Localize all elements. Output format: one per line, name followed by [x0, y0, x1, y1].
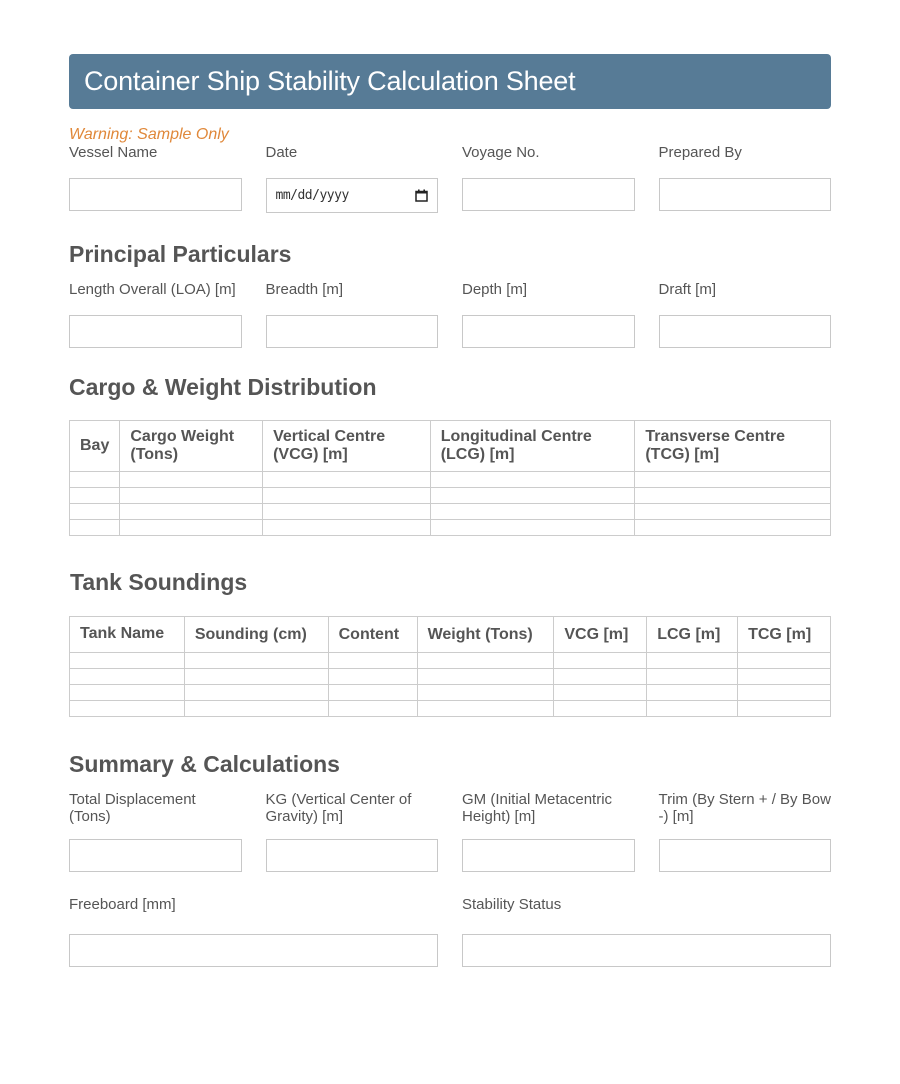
- depth-input[interactable]: [462, 315, 635, 348]
- date-input[interactable]: [266, 178, 439, 213]
- table-cell[interactable]: [430, 488, 635, 504]
- table-cell[interactable]: [184, 685, 328, 701]
- table-cell[interactable]: [184, 669, 328, 685]
- freeboard-field: [69, 896, 438, 967]
- column-header-cargo-weight: Cargo Weight (Tons): [120, 421, 263, 472]
- table-cell[interactable]: [263, 472, 431, 488]
- column-header-content: Content: [328, 617, 417, 653]
- table-cell[interactable]: [738, 653, 831, 669]
- table-row: [70, 504, 831, 520]
- column-header-weight: Weight (Tons): [417, 617, 554, 653]
- summary-row-1: [69, 791, 831, 872]
- table-cell[interactable]: [738, 669, 831, 685]
- column-header-bay: Bay: [70, 421, 120, 472]
- depth-label: Depth [m]: [462, 281, 528, 298]
- table-cell[interactable]: [184, 653, 328, 669]
- total-displacement-label: Total Displacement (Tons): [69, 791, 196, 825]
- table-cell[interactable]: [635, 504, 831, 520]
- table-cell[interactable]: [430, 504, 635, 520]
- table-row: [70, 488, 831, 504]
- table-cell[interactable]: [120, 488, 263, 504]
- total-displacement-field: [69, 791, 242, 872]
- table-cell[interactable]: [430, 520, 635, 536]
- summary-row-2: [69, 896, 831, 967]
- table-cell[interactable]: [430, 472, 635, 488]
- table-cell[interactable]: [70, 472, 120, 488]
- stability-status-label: Stability Status: [462, 896, 562, 913]
- table-cell[interactable]: [647, 669, 738, 685]
- total-displacement-input[interactable]: [69, 839, 242, 872]
- table-cell[interactable]: [70, 669, 185, 685]
- freeboard-label: Freeboard [mm]: [69, 896, 176, 913]
- stability-status-input[interactable]: [462, 934, 831, 967]
- table-cell[interactable]: [417, 701, 554, 717]
- column-header-sounding: Sounding (cm): [184, 617, 328, 653]
- table-cell[interactable]: [328, 701, 417, 717]
- column-header-vcg: VCG [m]: [554, 617, 647, 653]
- prepared-by-label: Prepared By: [658, 144, 742, 161]
- calculation-sheet: [69, 54, 831, 967]
- column-header-lcg: LCG [m]: [647, 617, 738, 653]
- trim-input[interactable]: [659, 839, 832, 872]
- table-cell[interactable]: [70, 504, 120, 520]
- table-cell[interactable]: [417, 653, 554, 669]
- table-cell[interactable]: [647, 685, 738, 701]
- breadth-field: [266, 281, 439, 348]
- column-header-tcg: TCG [m]: [738, 617, 831, 653]
- table-cell[interactable]: [120, 520, 263, 536]
- table-cell[interactable]: [70, 653, 185, 669]
- depth-field: [462, 281, 635, 348]
- date-field: [266, 144, 439, 213]
- trim-label: Trim (By Stern + / By Bow -) [m]: [658, 791, 831, 825]
- table-cell[interactable]: [328, 653, 417, 669]
- breadth-input[interactable]: [266, 315, 439, 348]
- trim-field: [659, 791, 832, 872]
- table-cell[interactable]: [554, 669, 647, 685]
- calendar-icon[interactable]: [415, 189, 428, 202]
- table-cell[interactable]: [70, 488, 120, 504]
- table-cell[interactable]: [263, 488, 431, 504]
- gm-field: [462, 791, 635, 872]
- voyage-no-label: Voyage No.: [462, 144, 540, 161]
- table-cell[interactable]: [70, 685, 185, 701]
- table-row: [70, 653, 831, 669]
- table-cell[interactable]: [554, 685, 647, 701]
- table-cell[interactable]: [263, 504, 431, 520]
- table-header-row: [70, 421, 831, 472]
- table-cell[interactable]: [184, 701, 328, 717]
- voyage-no-input[interactable]: [462, 178, 635, 211]
- kg-label: KG (Vertical Center of Gravity) [m]: [265, 791, 412, 825]
- draft-input[interactable]: [659, 315, 832, 348]
- table-cell[interactable]: [263, 520, 431, 536]
- table-row: [70, 520, 831, 536]
- vessel-name-field: [69, 144, 242, 213]
- draft-label: Draft [m]: [658, 281, 717, 298]
- table-cell[interactable]: [328, 669, 417, 685]
- column-header-lcg: Longitudinal Centre (LCG) [m]: [430, 421, 635, 472]
- breadth-label: Breadth [m]: [265, 281, 344, 298]
- table-cell[interactable]: [635, 520, 831, 536]
- table-row: [70, 685, 831, 701]
- cargo-weight-table: [69, 420, 831, 536]
- loa-input[interactable]: [69, 315, 242, 348]
- table-cell[interactable]: [635, 472, 831, 488]
- tank-soundings-table: [69, 616, 831, 717]
- principal-particulars-row: [69, 281, 831, 348]
- cargo-weight-heading: Cargo & Weight Distribution: [69, 374, 377, 400]
- table-cell[interactable]: [120, 472, 263, 488]
- stability-status-field: [462, 896, 831, 967]
- gm-input[interactable]: [462, 839, 635, 872]
- summary-calculations-heading: Summary & Calculations: [69, 751, 340, 777]
- kg-field: [266, 791, 439, 872]
- table-cell[interactable]: [120, 504, 263, 520]
- table-cell[interactable]: [554, 701, 647, 717]
- table-row: [70, 472, 831, 488]
- table-cell[interactable]: [738, 701, 831, 717]
- date-label: Date: [265, 144, 298, 161]
- vessel-name-label: Vessel Name: [69, 144, 158, 161]
- table-cell[interactable]: [738, 685, 831, 701]
- prepared-by-input[interactable]: [659, 178, 832, 211]
- kg-input[interactable]: [266, 839, 439, 872]
- vessel-name-input[interactable]: [69, 178, 242, 211]
- table-row: [70, 669, 831, 685]
- table-header-row: [70, 617, 831, 653]
- table-cell[interactable]: [70, 520, 120, 536]
- gm-label: GM (Initial Metacentric Height) [m]: [462, 791, 613, 825]
- table-cell[interactable]: [417, 669, 554, 685]
- column-header-tank-name: Tank Name: [70, 617, 185, 653]
- page-title: Container Ship Stability Calculation Sheet: [84, 66, 576, 96]
- table-cell[interactable]: [635, 488, 831, 504]
- loa-field: [69, 281, 242, 348]
- column-header-tcg: Transverse Centre (TCG) [m]: [635, 421, 831, 472]
- prepared-by-field: [659, 144, 832, 213]
- principal-particulars-heading: Principal Particulars: [69, 241, 292, 267]
- table-cell[interactable]: [328, 685, 417, 701]
- sample-warning: Warning: Sample Only: [69, 126, 229, 143]
- table-cell[interactable]: [647, 701, 738, 717]
- date-placeholder: mm/dd/yyyy: [275, 188, 349, 203]
- page-header: [69, 54, 831, 109]
- table-cell[interactable]: [647, 653, 738, 669]
- voyage-no-field: [462, 144, 635, 213]
- table-cell[interactable]: [554, 653, 647, 669]
- table-row: [70, 701, 831, 717]
- loa-label: Length Overall (LOA) [m]: [69, 281, 236, 298]
- general-info-row: [69, 144, 831, 213]
- table-cell[interactable]: [417, 685, 554, 701]
- column-header-vcg: Vertical Centre (VCG) [m]: [263, 421, 431, 472]
- table-cell[interactable]: [70, 701, 185, 717]
- draft-field: [659, 281, 832, 348]
- tank-soundings-heading: Tank Soundings: [70, 569, 248, 595]
- freeboard-input[interactable]: [69, 934, 438, 967]
